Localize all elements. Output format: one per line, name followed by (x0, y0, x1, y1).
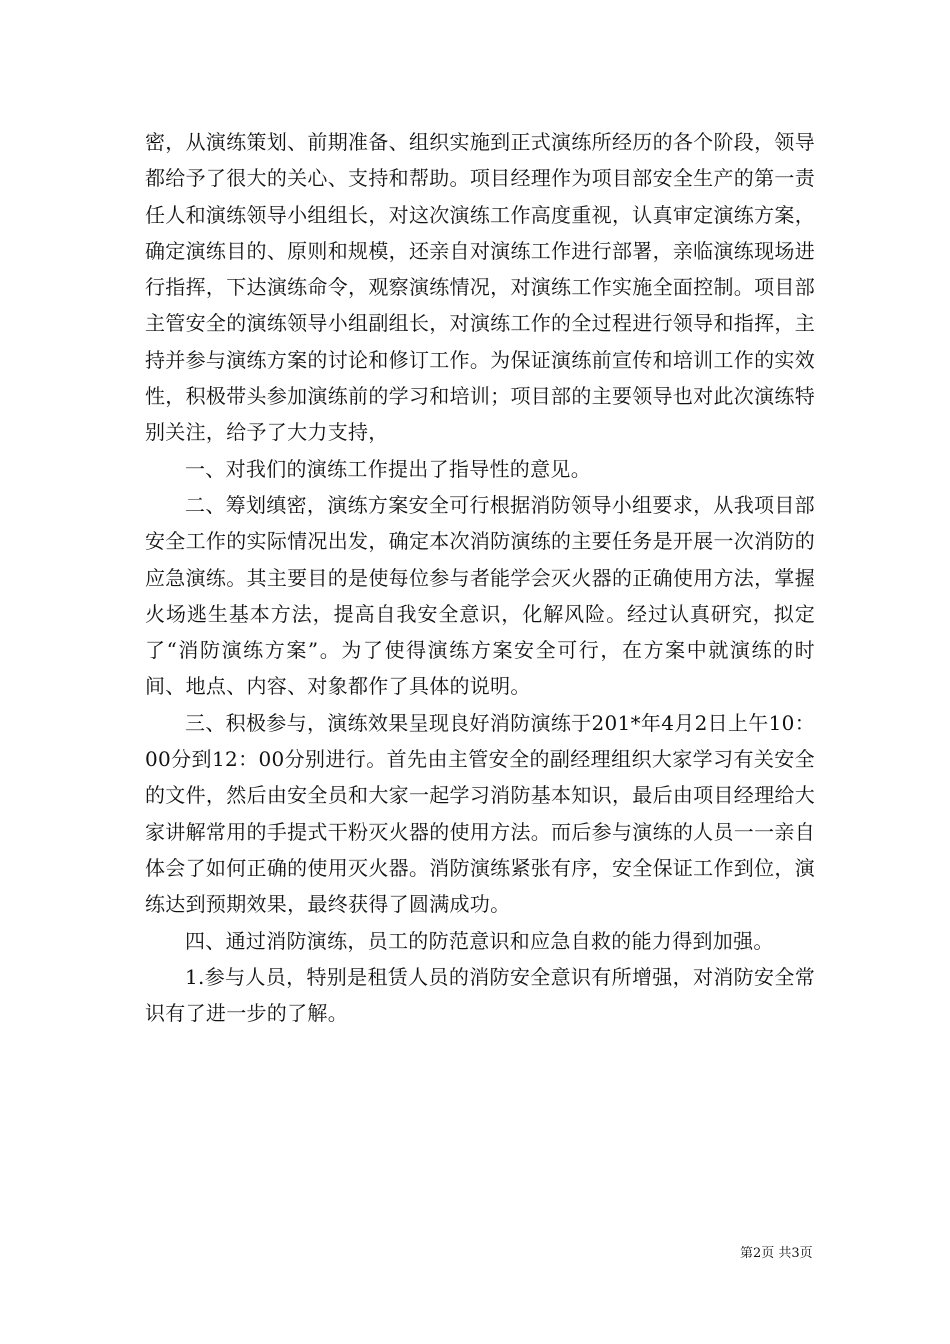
paragraph-section-1: 一、对我们的演练工作提出了指导性的意见。 (185, 456, 591, 481)
paragraph-section-3: 三、积极参与，演练效果呈现良好消防演练于201*年4月2日上午10：00分到12：00分别进行。首先由主管安全的副经理组织大家学习有关安全的文件，然后由安全员和大家一起学习消防基本知识，最后由项目经理给大家讲解常用的手提式干粉灭火器的使用方法。而后参与演练的人员一一亲自体会了如何正确的使用灭火器。消防演练紧张有序，安全保证工作到位，演练达到预期效果，最终获得了圆满成功。 (145, 710, 815, 917)
paragraph-continuation: 密，从演练策划、前期准备、组织实施到正式演练所经历的各个阶段，领导都给予了很大的关心、支持和帮助。项目经理作为项目部安全生产的第一责任人和演练领导小组组长，对这次演练工作高度重视，认真审定演练方案，确定演练目的、原则和规模，还亲自对演练工作进行部署，亲临演练现场进行指挥，下达演练命令，观察演练情况，对演练工作实施全面控制。项目部主管安全的演练领导小组副组长，对演练工作的全过程进行领导和指挥，主持并参与演练方案的讨论和修订工作。为保证演练前宣传和培训工作的实效性，积极带头参加演练前的学习和培训；项目部的主要领导也对此次演练特别关注，给予了大力支持， (145, 130, 815, 445)
document-body (145, 124, 815, 1031)
paragraph-section-4: 四、通过消防演练，员工的防范意识和应急自救的能力得到加强。 (185, 928, 774, 953)
paragraph-item-1: 1.参与人员，特别是租赁人员的消防安全意识有所增强，对消防安全常识有了进一步的了解。 (145, 964, 815, 1026)
page-number-footer: 第2页 共3页 (740, 1246, 813, 1261)
paragraph-section-2: 二、筹划缜密，演练方案安全可行根据消防领导小组要求，从我项目部安全工作的实际情况出发，确定本次消防演练的主要任务是开展一次消防的应急演练。其主要目的是使每位参与者能学会灭火器的正确使用方法，掌握火场逃生基本方法，提高自我安全意识，化解风险。经过认真研究，拟定了“消防演练方案”。为了使得演练方案安全可行，在方案中就演练的时间、地点、内容、对象都作了具体的说明。 (145, 492, 815, 699)
